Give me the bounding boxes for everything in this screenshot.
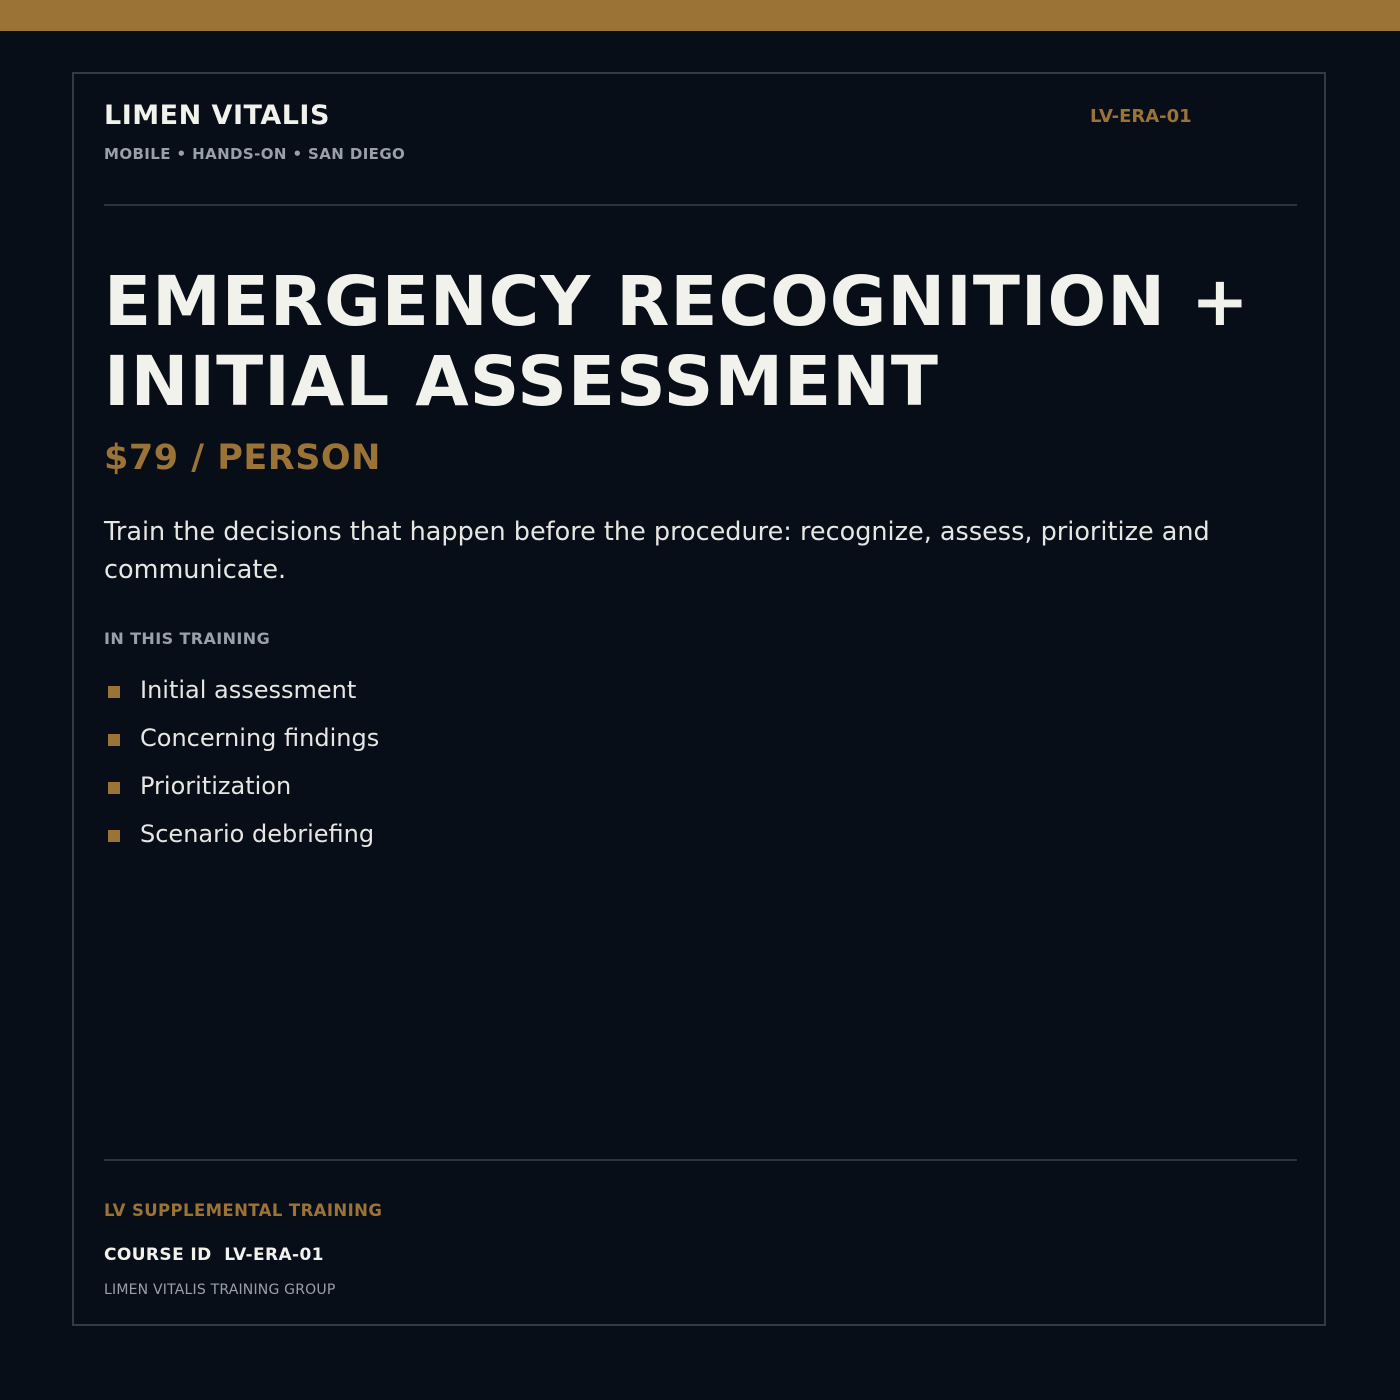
list-item: [104, 768, 379, 816]
list-item-label: Prioritization: [140, 772, 292, 800]
footer-tag: LV SUPPLEMENTAL TRAINING: [104, 1201, 383, 1220]
square-bullet-icon: [108, 782, 120, 794]
list-item: [104, 720, 379, 768]
brand-subtitle: MOBILE • HANDS-ON • SAN DIEGO: [104, 145, 406, 163]
training-list: [104, 672, 379, 864]
list-item: [104, 672, 379, 720]
list-item-label: Concerning findings: [140, 724, 380, 752]
training-section-label: IN THIS TRAINING: [104, 629, 271, 648]
list-item: [104, 816, 379, 864]
square-bullet-icon: [108, 734, 120, 746]
header-divider: [104, 204, 1297, 206]
list-item-label: Scenario debriefing: [140, 820, 375, 848]
top-accent-bar: [0, 0, 1400, 31]
footer-organization: LIMEN VITALIS TRAINING GROUP: [104, 1282, 336, 1298]
footer-course-id: COURSE ID LV-ERA-01: [104, 1245, 324, 1265]
course-price: $79 / PERSON: [104, 438, 381, 478]
square-bullet-icon: [108, 830, 120, 842]
course-description: Train the decisions that happen before the procedure: recognize, assess, prioritize and communicate.: [104, 517, 1210, 585]
footer-divider: [104, 1159, 1297, 1161]
course-title: EMERGENCY RECOGNITION + INITIAL ASSESSMENT: [104, 262, 1250, 422]
brand-name: LIMEN VITALIS: [104, 100, 330, 131]
course-code: LV-ERA-01: [1090, 106, 1192, 127]
list-item-label: Initial assessment: [140, 676, 357, 704]
square-bullet-icon: [108, 686, 120, 698]
